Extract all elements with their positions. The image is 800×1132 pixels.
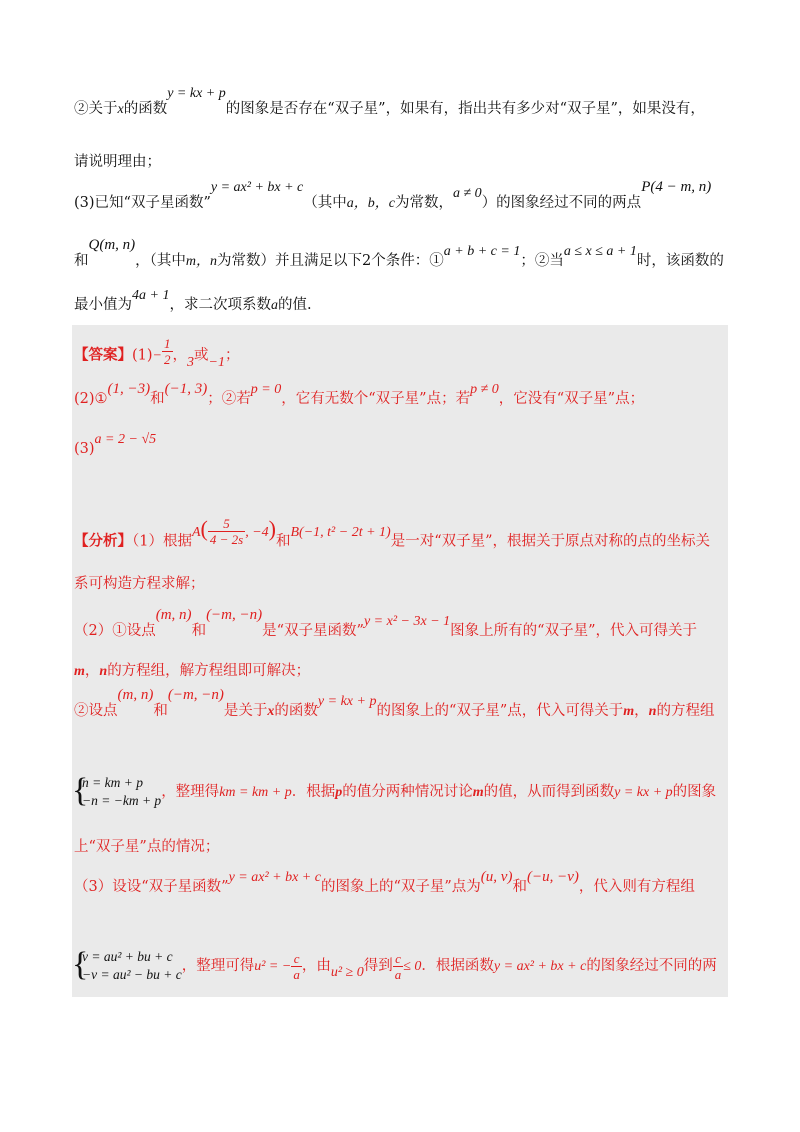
answer-condition: p ≠ 0 (470, 382, 499, 397)
answer-line1 (74, 336, 726, 371)
function-3: y = kx + p (317, 694, 377, 709)
var-m: m (623, 704, 635, 719)
analysis-line4 (74, 660, 726, 683)
condition-2: a ≤ x ≤ a + 1 (563, 244, 637, 259)
analysis-text: ．根据函数 (421, 958, 494, 974)
fraction-denominator: 2 (164, 352, 171, 367)
answer-fraction (162, 336, 173, 367)
analysis-text: ，由 (301, 958, 331, 974)
fraction-c-a (291, 951, 302, 982)
point-p: P(4 − m, n) (641, 179, 712, 195)
equation-4: km = km + p (219, 785, 292, 800)
answer-text: ；②若 (207, 391, 251, 407)
analysis-text: 得到 (363, 958, 393, 974)
q3-vars: m，n (185, 254, 218, 269)
analysis-text: 和 (512, 879, 527, 895)
var-m: m (74, 664, 85, 679)
point-a-tail: , −4 (245, 524, 269, 540)
q3-text: 为常数）并且满足以下2个条件：① (217, 253, 444, 269)
analysis-text: 的函数 (274, 703, 318, 719)
analysis-text: 的图象经过不同的两 (586, 958, 717, 974)
point-neg-mn: (−m, −n) (167, 687, 224, 703)
answer-point: (−1, 3) (164, 381, 208, 397)
q3-text: 时，该函数的 (636, 253, 724, 269)
answer-line3 (74, 432, 726, 461)
answer-value: 3 (187, 354, 194, 370)
system-row: n = km + p (82, 775, 143, 790)
var-x: x (117, 102, 124, 117)
answer-sep: ， (172, 347, 187, 364)
min-value: 4a + 1 (132, 288, 170, 303)
answer-or: 或 (194, 347, 209, 364)
analysis-text: 图象上所有的“双子星”，代入可得关于 (450, 623, 697, 639)
q3-line2 (74, 237, 726, 273)
linear-function: y = kx + p (167, 86, 226, 101)
var-a: a (270, 298, 278, 313)
analysis-text: （1）根据 (132, 533, 192, 550)
analysis-line1 (74, 515, 726, 557)
analysis-text: 的值，从而得到函数 (483, 784, 615, 800)
analysis-text: ．根据 (291, 784, 336, 800)
function-6: y = ax² + bx + c (493, 959, 587, 974)
q3-lead: (3)已知“双子星函数” (74, 195, 211, 211)
point-mn: (m, n) (117, 687, 154, 703)
condition-1: a + b + c = 1 (443, 244, 521, 259)
point-a: A( $\frac{5}{4 - 2s}$ , −4) (191, 515, 276, 547)
analysis-text: 和 (191, 623, 207, 639)
fraction-numerator: c (291, 951, 302, 967)
q3-text: 为常数， (395, 195, 453, 211)
q2b-text: 的函数 (123, 101, 168, 117)
answer-result: a = 2 − √5 (94, 432, 157, 447)
answer-text: ，它没有“双子星”点； (498, 391, 645, 407)
answer-value: −1 (208, 354, 225, 370)
system-row: v = au² + bu + c (82, 949, 173, 964)
point-uv: (u, v) (480, 869, 513, 885)
analysis-text: 的图象 (672, 784, 717, 800)
analysis-text: ， (84, 663, 100, 679)
analysis-text: 的方程组 (656, 703, 715, 719)
answer-point: (1, −3) (107, 381, 151, 397)
fraction-denominator: a (394, 966, 402, 982)
answer-text: ，它有无数个“双子星”点；若 (281, 391, 471, 407)
analysis-line8 (74, 869, 726, 899)
analysis-text: 是“双子星函数” (262, 623, 364, 639)
analysis-text: 的图象上的“双子星”点，代入可得关于 (376, 703, 624, 719)
equation-system-2: { v = au² + bu + c −v = au² − bu + c (72, 946, 182, 983)
q3-line1 (74, 179, 726, 215)
var-p: p (335, 785, 343, 800)
point-a-fraction (208, 516, 245, 547)
system-row: −n = −km + p (82, 793, 162, 808)
fraction-denominator: 4 − 2s (209, 532, 244, 547)
equation-7: u² = − (254, 959, 292, 974)
q3-condition: a ≠ 0 (453, 186, 482, 201)
fraction-numerator: c (393, 951, 404, 967)
analysis-line3 (74, 607, 726, 643)
analysis-line9 (74, 946, 726, 987)
q2b-line2: 请说明理由； (74, 154, 161, 170)
point-mn: (m, n) (155, 607, 192, 623)
analysis-line6 (74, 772, 726, 813)
quadratic-function: y = ax² + bx + c (210, 180, 304, 195)
analysis-text: ②设点 (74, 703, 118, 719)
var-n: n (99, 664, 108, 679)
analysis-text: ，代入则有方程组 (578, 879, 695, 895)
analysis-text: 和 (276, 533, 291, 550)
point-a-label: A (191, 524, 201, 540)
q2b-lead: ②关于 (74, 101, 118, 117)
function-6: y = ax² + bx + c (228, 870, 321, 885)
answer-sign: − (152, 348, 162, 364)
analysis-text: 的方程组，解方程组即可解决； (107, 663, 311, 679)
answer-part2: (2)① (74, 391, 108, 407)
var-m: m (472, 785, 484, 800)
q3-text: （其中 (303, 195, 347, 211)
fraction-numerator: 1 (164, 336, 171, 351)
q3-text: 的值. (277, 297, 312, 313)
analysis-text: 和 (153, 703, 168, 719)
analysis-line2: 系可构造方程求解； (74, 576, 205, 592)
q3-text: ；②当 (520, 253, 564, 269)
analysis-label: 【分析】 (74, 532, 132, 550)
q2b-line1 (74, 86, 726, 121)
var-n: n (648, 704, 657, 719)
analysis-text: 的图象上的“双子星”点为 (320, 879, 481, 895)
analysis-text: 是关于 (223, 703, 268, 719)
answer-part1: (1) (132, 347, 153, 364)
q2b-text: 的图象是否存在“双子星”，如果有，指出共有多少对“双子星”，如果没有， (225, 101, 705, 117)
answer-condition: p = 0 (250, 382, 282, 397)
analysis-text: ， (634, 703, 649, 719)
q3-text: ，求二次项系数 (169, 297, 271, 313)
equation-system-1: { n = km + p −n = −km + p (72, 772, 162, 809)
q3-text: ）的图象经过不同的两点 (481, 195, 642, 211)
point-b: B(−1, t² − 2t + 1) (290, 524, 391, 540)
answer-line2 (74, 381, 726, 411)
q3-line3 (74, 288, 726, 317)
analysis-text: ，整理可得 (181, 958, 255, 974)
q3-text: ，（其中 (135, 253, 186, 269)
analysis-text: （3）设设“双子星函数” (74, 879, 229, 895)
q3-text: 最小值为 (74, 297, 132, 313)
point-neg-mn: (−m, −n) (206, 607, 263, 623)
fraction-numerator: 5 (208, 516, 245, 532)
fraction-c-a (393, 951, 404, 982)
fraction-denominator: a (293, 966, 300, 982)
analysis-text: 是一对“双子星”，根据关于原点对称的点的坐标关 (390, 533, 711, 550)
analysis-text: （2）①设点 (74, 623, 156, 639)
var-x: x (267, 704, 275, 719)
analysis-line7: 上“双子星”点的情况； (74, 839, 220, 855)
q3-vars: a，b，c (346, 196, 395, 211)
function-2: y = x² − 3x − 1 (363, 614, 451, 629)
inequality-7: u² ≥ 0 (330, 965, 364, 980)
point-q: Q(m, n) (88, 237, 136, 253)
analysis-line5 (74, 687, 726, 723)
answer-end: ； (224, 347, 240, 364)
inequality-7b: ≤ 0 (403, 959, 422, 974)
analysis-text: 的值分两种情况讨论 (342, 784, 473, 800)
analysis-text: ，整理得 (161, 784, 220, 800)
system-row: −v = au² − bu + c (82, 967, 182, 982)
function-3: y = kx + p (614, 785, 673, 800)
q3-text: 和 (74, 253, 89, 269)
point-neg-uv: (−u, −v) (526, 869, 579, 885)
answer-part3: (3) (74, 441, 95, 457)
answer-text: 和 (150, 391, 165, 407)
answer-label: 【答案】 (74, 346, 132, 364)
